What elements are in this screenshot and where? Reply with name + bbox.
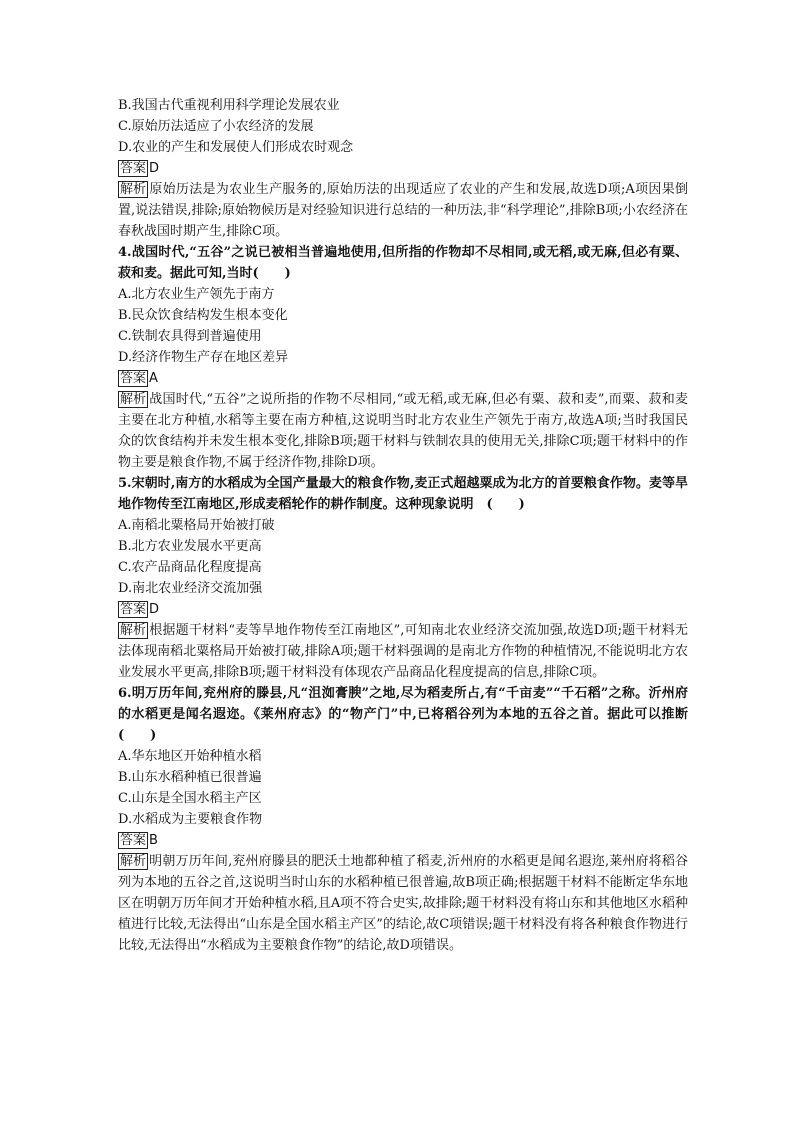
q5-analysis [118,620,688,683]
q5-answer [118,599,688,620]
q4-answer-value: A [149,371,158,386]
q6-option-c: C.山东是全国水稻主产区 [118,791,262,806]
answer-tag: 答案 [120,833,147,848]
q3-option-c: C.原始历法适应了小农经济的发展 [118,119,314,134]
answer-tag: 答案 [120,602,147,617]
q4-stem: 4.战国时代,“五谷”之说已被相当普遍地使用,但所指的作物却不尽相同,或无稻,或无麻,但必有粟、菽和麦。据此可知,当时( ) [118,245,688,281]
q6-option-a: A.华东地区开始种植水稻 [118,749,262,764]
q5-option-b: B.北方农业发展水平更高 [118,539,262,554]
question-content [118,95,688,956]
q4-option-a: A.北方农业生产领先于南方 [118,287,275,302]
analysis-tag: 解析 [120,392,147,407]
analysis-tag: 解析 [120,182,147,197]
q4-option-b: B.民众饮食结构发生根本变化 [118,308,288,323]
q4-option-d: D.经济作物生产存在地区差异 [118,350,289,365]
answer-tag: 答案 [120,161,147,176]
q5-stem: 5.宋朝时,南方的水稻成为全国产量最大的粮食作物,麦正式超越粟成为北方的首要粮食作物。麦等旱地作物传至江南地区,形成麦稻轮作的耕作制度。这种现象说明 ( ) [118,476,688,512]
q6-answer [118,830,688,851]
q6-option-b: B.山东水稻种植已很普遍 [118,770,262,785]
q6-answer-value: B [149,833,158,848]
analysis-tag: 解析 [120,623,147,638]
q5-option-d: D.南北农业经济交流加强 [118,581,263,596]
q4-analysis [118,389,688,473]
analysis-tag: 解析 [120,854,147,869]
answer-tag: 答案 [120,371,147,386]
q3-answer [118,158,688,179]
q3-analysis-text: 原始历法是为农业生产服务的,原始历法的出现适应了农业的产生和发展,故选D项;A项因果倒置,说法错误,排除;原始物候历是对经验知识进行总结的一种历法,非“科学理论”,排除B项;小农经济在春秋战国时期产生,排除C项。 [118,182,688,239]
q4-option-c: C.铁制农具得到普遍使用 [118,329,262,344]
q5-answer-value: D [149,602,160,617]
q6-stem: 6.明万历年间,兖州府的滕县,凡“沮洳膏腴”之地,尽为稻麦所占,有“千亩麦”“千石稻”之称。沂州府的水稻更是闻名遐迩。《莱州府志》的“物产门”中,已将稻谷列为本地的五谷之首。据此可以推断( ) [118,686,688,743]
q5-option-c: C.农产品商品化程度提高 [118,560,262,575]
q4-answer [118,368,688,389]
q5-option-a: A.南稻北粟格局开始被打破 [118,518,275,533]
q6-option-d: D.水稻成为主要粮食作物 [118,812,263,827]
q3-answer-value: D [149,161,160,176]
q3-analysis [118,179,688,242]
q4-analysis-text: 战国时代,“五谷”之说所指的作物不尽相同,“或无稻,或无麻,但必有粟、菽和麦”,而粟、菽和麦主要在北方种植,水稻等主要在南方种植,这说明当时北方农业生产领先于南方,故选A项;当时我国民众的饮食结构并未发生根本变化,排除B项;题干材料与铁制农具的使用无关,排除C项;题干材料中的作物主要是粮食作物,不属于经济作物,排除D项。 [118,392,688,470]
q6-analysis-text: 明朝万历年间,兖州府滕县的肥沃土地都种植了稻麦,沂州府的水稻更是闻名遐迩,莱州府将稻谷列为本地的五谷之首,这说明当时山东的水稻种植已很普遍,故B项正确;根据题干材料不能断定华东地区在明朝万历年间才开始种植水稻,且A项不符合史实,故排除;题干材料没有将山东和其他地区水稻种植进行比较,无法得出“山东是全国水稻主产区”的结论,故C项错误;题干材料没有将各种粮食作物进行比较,无法得出“水稻成为主要粮食作物”的结论,故D项错误。 [118,854,688,953]
q5-analysis-text: 根据题干材料“麦等旱地作物传至江南地区”,可知南北农业经济交流加强,故选D项;题干材料无法体现南稻北粟格局开始被打破,排除A项;题干材料强调的是南北方作物的种植情况,不能说明北方农业发展水平更高,排除B项;题干材料没有体现农产品商品化程度提高的信息,排除C项。 [118,623,688,680]
q3-option-d: D.农业的产生和发展使人们形成农时观念 [118,140,354,155]
q6-analysis [118,851,688,956]
q3-option-b: B.我国古代重视利用科学理论发展农业 [118,98,340,113]
